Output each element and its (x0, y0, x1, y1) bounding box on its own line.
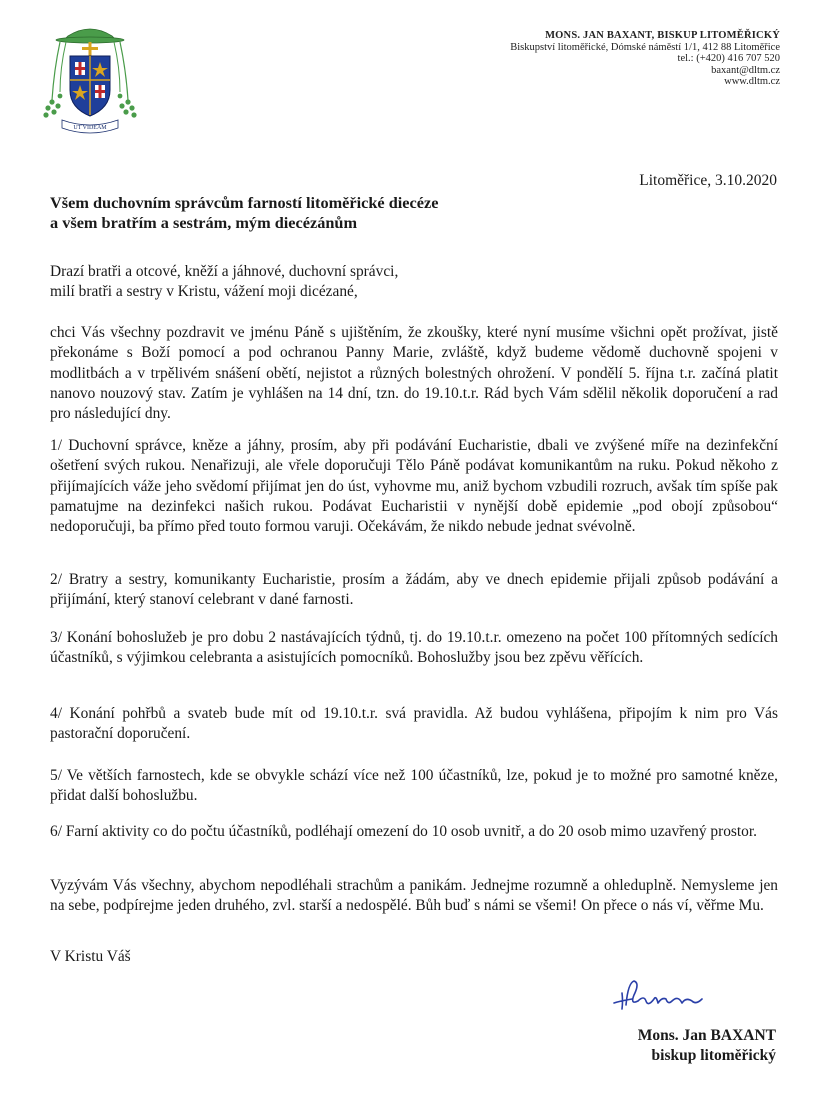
intro-paragraph: chci Vás všechny pozdravit ve jménu Páně s ujištěním, že zkoušky, které nyní musíme všichni opět prožívat, jistě překonáme s Boží pomocí a pod ochranou Panny Marie, zvláště, když budeme vědomě duchovně spojeni v modlitbách a v trpělivém snášení obětí, nejistot a různých bolestných ohrožení. V pondělí 5. října t.r. začíná platit nanovo nouzový stav. Zatím je vyhlášen na 14 dní, tzn. do 19.10.t.r. Rád bych Vám sdělil několik doporučení a rad pro následující dny. (50, 324, 778, 423)
point-3-paragraph: 3/ Konání bohoslužeb je pro dobu 2 nastávajících týdnů, tj. do 19.10.t.r. omezeno na počet 100 přítomných sedících účastníků, s výjimkou celebranta a asistujících pomocníků. Bohoslužby jsou bez zpěvu věřících. (50, 629, 778, 667)
sender-phone: tel.: (+420) 416 707 520 (677, 53, 780, 64)
letter-title (50, 193, 770, 233)
title-line-2: a všem bratřím a sestrám, mým diecézánům (50, 213, 358, 232)
point-5-paragraph: 5/ Ve větších farnostech, kde se obvykle schází více než 100 účastníků, lze, pokud je to možné pro samotné kněze, přidat další bohoslužbu. (50, 767, 778, 805)
point-4-paragraph: 4/ Konání pohřbů a svateb bude mít od 19.10.t.r. svá pravidla. Až budou vyhlášena, připojím k nim pro Vás pastorační doporučení. (50, 705, 778, 743)
coat-of-arms-icon (40, 20, 140, 138)
sender-address: Biskupství litoměřické, Dómské náměstí 1/1, 412 88 Litoměřice (510, 41, 780, 53)
handwritten-signature-icon (610, 975, 730, 1017)
greeting (50, 262, 778, 303)
motto-text: UT VIDEAM (73, 125, 107, 131)
point-2-paragraph: 2/ Bratry a sestry, komunikanty Eucharistie, prosím a žádám, aby ve dnech epidemie přijali způsob podávání a přijímání, který stanoví celebrant v dané farnosti. (50, 571, 778, 609)
greeting-line-2: milí bratři a sestry v Kristu, vážení moji dicézané, (50, 283, 358, 301)
point-6-paragraph: 6/ Farní aktivity co do počtu účastníků, podléhají omezení do 10 osob uvnitř, a do 20 osob mimo uzavřený prostor. (50, 823, 757, 840)
letter-date: Litoměřice, 3.10.2020 (639, 172, 777, 189)
valediction: V Kristu Váš (50, 948, 131, 965)
signatory-role: biskup litoměřický (651, 1047, 776, 1064)
letterhead (420, 30, 780, 88)
signature-block (638, 1026, 776, 1066)
title-line-1: Všem duchovním správcům farností litoměřické diecéze (50, 193, 439, 212)
closing-paragraph: Vyzývám Vás všechny, abychom nepodléhali strachům a panikám. Jednejme rozumně a ohleduplně. Nemysleme jen na sebe, podpírejme jeden druhého, zvl. starší a nedospělé. Bůh buď s námi se všemi! On přece o nás ví, věřme Mu. (50, 877, 778, 915)
sender-email[interactable]: baxant@dltm.cz (711, 64, 780, 76)
sender-name: MONS. JAN BAXANT, BISKUP LITOMĚŘICKÝ (545, 30, 780, 41)
signatory-name: Mons. Jan BAXANT (637, 1027, 776, 1044)
point-1-paragraph: 1/ Duchovní správce, kněze a jáhny, prosím, aby při podávání Eucharistie, dbali ve zvýšené míře na dezinfekční ošetření svých rukou. Nenařizuji, ale vřele doporučuji Tělo Páně podávat komunikantům na ruku. Pokud někoho z přijímajících váže jeho svědomí přijímat jen do úst, vyhovme mu, aniž bychom vzbudili rozruch, avšak tím spíše pak pamatujme na dezinfekci našich rukou. Podávat Eucharistii v nynější době epidemie „pod obojí způsobou“ nedoporučuji, ba přímo před touto formou varuji. Očekávám, že nikdo nebude jednat svévolně. (50, 437, 778, 536)
greeting-line-1: Drazí bratři a otcové, kněží a jáhnové, duchovní správci, (50, 263, 399, 280)
sender-website[interactable]: www.dltm.cz (724, 76, 780, 87)
